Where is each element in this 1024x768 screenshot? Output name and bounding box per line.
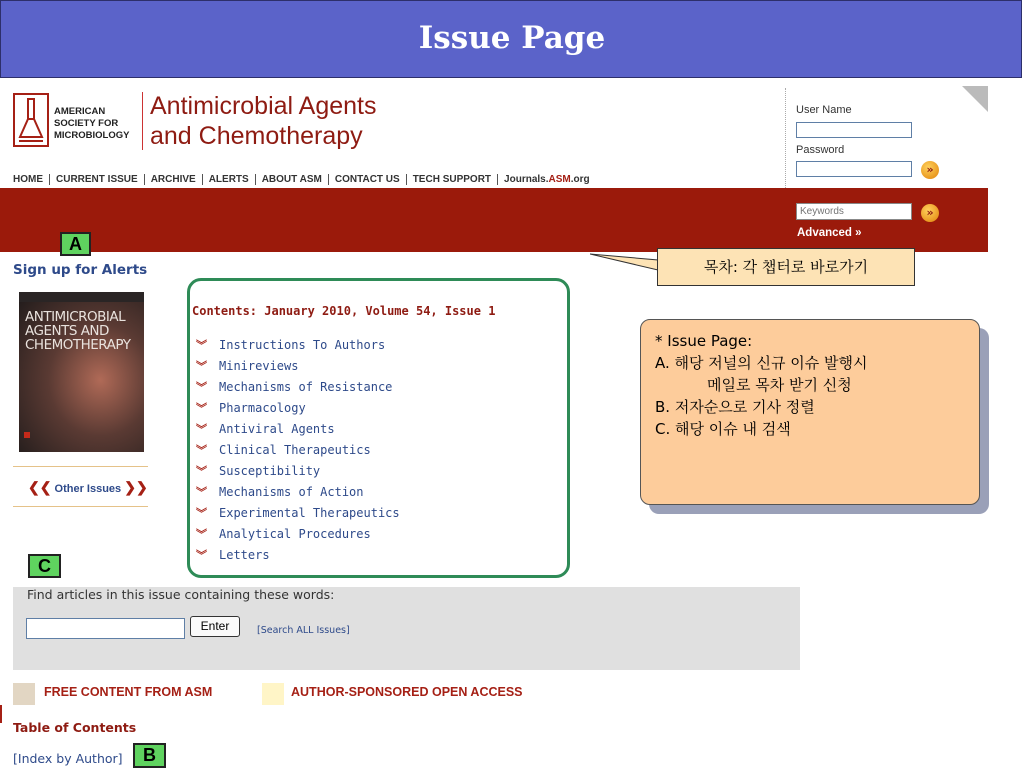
contents-item[interactable] — [196, 525, 400, 546]
asm-logo-icon[interactable] — [13, 93, 49, 147]
login-go-icon[interactable]: » — [921, 161, 939, 179]
username-label: User Name — [796, 104, 852, 116]
contents-item-label: Analytical Procedures — [219, 527, 371, 541]
contents-item-label: Mechanisms of Resistance — [219, 380, 393, 394]
double-chevron-down-icon: ︾ — [196, 423, 207, 436]
contents-item[interactable] — [196, 483, 400, 504]
advanced-search-link[interactable]: Advanced » — [797, 227, 862, 239]
contents-item-label: Minireviews — [219, 359, 299, 373]
publisher-line: MICROBIOLOGY — [54, 130, 130, 141]
chevron-left-icon: ❮❮ — [28, 479, 52, 495]
contents-list — [196, 336, 400, 567]
page-corner-icon — [962, 86, 988, 112]
contents-item-label: Mechanisms of Action — [219, 485, 364, 499]
contents-item-label: Antiviral Agents — [219, 422, 335, 436]
contents-item-label: Susceptibility — [219, 464, 321, 478]
contents-item-label: Experimental Therapeutics — [219, 506, 400, 520]
journal-title[interactable] — [150, 91, 377, 151]
logo-divider — [142, 92, 143, 150]
notes-text — [655, 330, 868, 440]
search-all-issues-link[interactable]: [Search ALL Issues] — [257, 625, 350, 636]
double-chevron-down-icon: ︾ — [196, 402, 207, 415]
contents-title: Contents: January 2010, Volume 54, Issue 1 — [192, 304, 496, 318]
nav-current-issue[interactable]: CURRENT ISSUE — [50, 174, 145, 185]
nav-journals-suffix: .org — [570, 174, 590, 185]
nav-journals-asm: ASM — [548, 174, 571, 185]
contents-item[interactable] — [196, 462, 400, 483]
double-chevron-down-icon: ︾ — [196, 444, 207, 457]
free-content-legend: FREE CONTENT FROM ASM — [44, 685, 213, 699]
publisher-name — [54, 106, 129, 142]
marker-c: C — [28, 554, 61, 578]
nav-about-asm[interactable]: ABOUT ASM — [256, 174, 329, 185]
notes-line-c: C. 해당 이슈 내 검색 — [655, 420, 791, 438]
nav-contact-us[interactable]: CONTACT US — [329, 174, 407, 185]
notes-line-a-cont: 메일로 목차 받기 신청 — [707, 376, 852, 394]
nav-tech-support[interactable]: TECH SUPPORT — [407, 174, 498, 185]
contents-item[interactable] — [196, 546, 400, 567]
journal-cover-image[interactable] — [19, 292, 144, 452]
notes-line-a: A. 해당 저널의 신규 이슈 발행시 — [655, 354, 868, 372]
contents-item-label: Instructions To Authors — [219, 338, 386, 352]
double-chevron-down-icon: ︾ — [196, 339, 207, 352]
callout-box: 목차: 각 챕터로 바로가기 — [657, 248, 915, 286]
double-chevron-down-icon: ︾ — [196, 549, 207, 562]
issue-search-input[interactable] — [26, 618, 185, 639]
nav-archive[interactable]: ARCHIVE — [145, 174, 203, 185]
contents-item-label: Letters — [219, 548, 270, 562]
contents-item-label: Clinical Therapeutics — [219, 443, 371, 457]
journal-title-line2: and Chemotherapy — [150, 122, 363, 150]
double-chevron-down-icon: ︾ — [196, 486, 207, 499]
top-navigation — [13, 174, 590, 185]
contents-item[interactable] — [196, 420, 400, 441]
callout-pointer — [590, 250, 660, 272]
slide-title: Issue Page — [418, 20, 606, 56]
header-red-bar — [0, 188, 988, 252]
left-edge-mark — [0, 705, 2, 723]
cover-top-strip — [19, 292, 144, 302]
contents-item[interactable] — [196, 441, 400, 462]
nav-journals-asm-org[interactable] — [498, 174, 590, 185]
double-chevron-down-icon: ︾ — [196, 528, 207, 541]
journal-title-line1: Antimicrobial Agents — [150, 92, 377, 120]
contents-item[interactable] — [196, 336, 400, 357]
nav-journals-prefix: Journals. — [504, 174, 549, 185]
password-input[interactable] — [796, 161, 912, 177]
marker-a: A — [60, 232, 91, 256]
keywords-go-icon[interactable]: » — [921, 204, 939, 222]
chevron-right-icon: ❯❯ — [124, 479, 148, 495]
notes-line-b: B. 저자순으로 기사 정렬 — [655, 398, 815, 416]
divider-line — [13, 506, 148, 507]
other-issues-link[interactable] — [28, 479, 148, 496]
double-chevron-down-icon: ︾ — [196, 381, 207, 394]
sign-up-alerts-link[interactable]: Sign up for Alerts — [13, 262, 148, 278]
other-issues-label: Other Issues — [54, 483, 122, 495]
contents-item[interactable] — [196, 504, 400, 525]
free-content-swatch — [13, 683, 35, 705]
open-access-swatch — [262, 683, 284, 705]
login-divider — [785, 88, 787, 188]
divider-line — [13, 466, 148, 467]
contents-item[interactable] — [196, 378, 400, 399]
double-chevron-down-icon: ︾ — [196, 360, 207, 373]
marker-b: B — [133, 743, 166, 768]
password-label: Password — [796, 144, 845, 156]
publisher-line: AMERICAN — [54, 106, 106, 117]
contents-item[interactable] — [196, 357, 400, 378]
cover-publisher-mark — [24, 432, 30, 438]
notes-heading: * Issue Page: — [655, 332, 753, 350]
double-chevron-down-icon: ︾ — [196, 507, 207, 520]
publisher-line: SOCIETY FOR — [54, 118, 119, 129]
nav-alerts[interactable]: ALERTS — [203, 174, 256, 185]
open-access-legend: AUTHOR-SPONSORED OPEN ACCESS — [291, 685, 523, 699]
nav-home[interactable]: HOME — [13, 174, 50, 185]
table-of-contents-heading: Table of Contents — [13, 720, 137, 735]
double-chevron-down-icon: ︾ — [196, 465, 207, 478]
contents-item[interactable] — [196, 399, 400, 420]
keywords-search-input[interactable] — [796, 203, 912, 220]
cover-title: ANTIMICROBIAL AGENTS AND CHEMOTHERAPY — [25, 309, 131, 353]
index-by-author-link[interactable]: [Index by Author] — [13, 751, 123, 766]
username-input[interactable] — [796, 122, 912, 138]
issue-search-label: Find articles in this issue containing these words: — [27, 587, 335, 602]
contents-item-label: Pharmacology — [219, 401, 306, 415]
enter-button[interactable]: Enter — [190, 616, 240, 637]
